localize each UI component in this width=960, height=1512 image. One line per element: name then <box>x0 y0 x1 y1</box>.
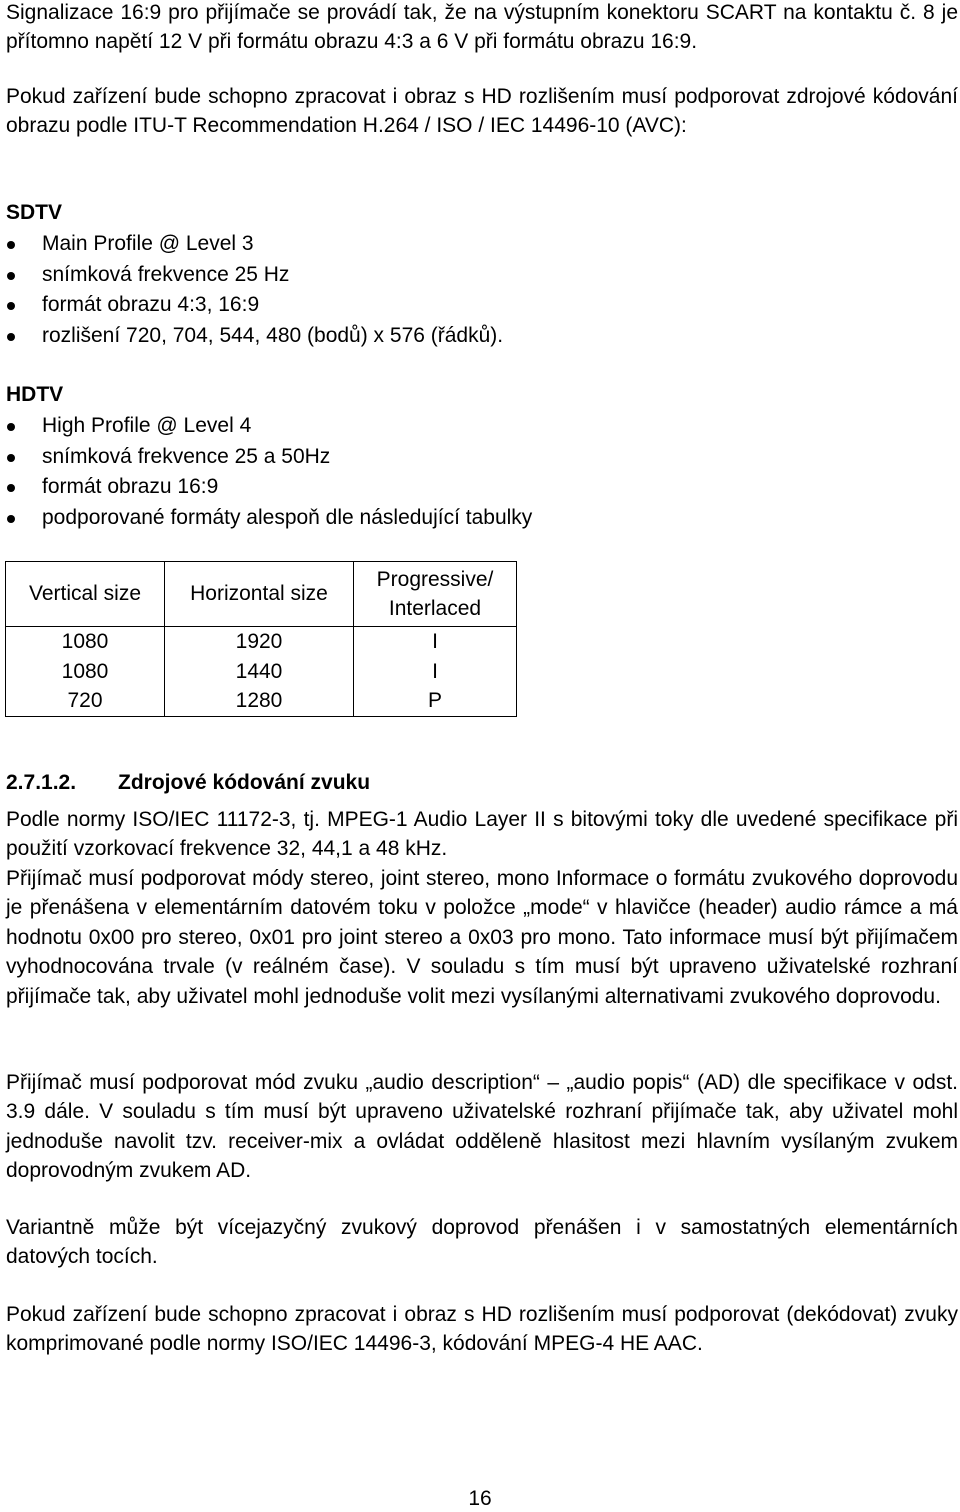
hdtv-heading: HDTV <box>6 383 64 406</box>
paragraph-he-aac: Pokud zařízení bude schopno zpracovat i obraz s HD rozlišením musí podporovat (dekódovat) zvuky komprimované podle normy ISO/IEC 14496-3, kódování MPEG-4 HE AAC. <box>6 1303 958 1356</box>
list-item: High Profile @ Level 4 <box>0 411 532 442</box>
table-row <box>6 686 517 716</box>
section-number: 2.7.1.2. <box>6 771 77 794</box>
section-heading <box>6 768 370 798</box>
section-title: Zdrojové kódování zvuku <box>118 771 371 794</box>
header-progressive-interlaced: Progressive/ Interlaced <box>354 562 517 627</box>
page-number: 16 <box>468 1487 492 1510</box>
list-item: rozlišení 720, 704, 544, 480 (bodů) x 576 (řádků). <box>0 321 503 352</box>
bullet-icon <box>7 241 15 249</box>
list-item: formát obrazu 16:9 <box>0 472 532 503</box>
table-header-row <box>6 562 517 627</box>
cell-horizontal: 1280 <box>165 686 354 716</box>
cell-vertical: 720 <box>6 686 165 716</box>
header-vertical-size: Vertical size <box>6 562 165 627</box>
list-item: snímková frekvence 25 a 50Hz <box>0 442 532 473</box>
bullet-icon <box>7 454 15 462</box>
bullet-icon <box>7 423 15 431</box>
header-horizontal-size: Horizontal size <box>165 562 354 627</box>
bullet-icon <box>7 302 15 310</box>
cell-scan: P <box>354 686 517 716</box>
paragraph-audio-modes: Přijímač musí podporovat módy stereo, joint stereo, mono Informace o formátu zvukového doprovodu je přenášena v elementárním datovém toku v položce „mode“ v hlavičce (header) audio rámce a má hodnotu 0x00 pro stereo, 0x01 pro joint stereo a 0x03 pro mono. Tato informace musí být přijímačem vyhodnocována trvale (v reálném čase). V souladu s tím musí být upraveno uživatelské rozhraní přijímače tak, aby uživatel mohl jednoduše volit mezi vysílanými alternativami zvukového doprovodu. <box>6 867 958 1008</box>
list-item: snímková frekvence 25 Hz <box>0 260 503 291</box>
cell-horizontal: 1440 <box>165 657 354 687</box>
bullet-icon <box>7 484 15 492</box>
cell-scan: I <box>354 657 517 687</box>
bullet-icon <box>7 333 15 341</box>
bullet-icon <box>7 515 15 523</box>
intro-paragraph-hd-video: Pokud zařízení bude schopno zpracovat i obraz s HD rozlišením musí podporovat zdrojové kódování obrazu podle ITU-T Recommendation H.264 / ISO / IEC 14496-10 (AVC): <box>6 85 958 138</box>
bullet-icon <box>7 272 15 280</box>
paragraph-multilanguage: Variantně může být vícejazyčný zvukový doprovod přenášen i v samostatných elementárních datových tocích. <box>6 1216 958 1269</box>
intro-paragraph-scart: Signalizace 16:9 pro přijímače se provádí tak, že na výstupním konektoru SCART na kontaktu č. 8 je přítomno napětí 12 V při formátu obrazu 4:3 a 6 V při formátu obrazu 16:9. <box>6 1 958 54</box>
cell-scan: I <box>354 627 517 657</box>
list-item: Main Profile @ Level 3 <box>0 229 503 260</box>
sdtv-heading: SDTV <box>6 201 63 224</box>
cell-vertical: 1080 <box>6 627 165 657</box>
list-item: podporované formáty alespoň dle následující tabulky <box>0 503 532 534</box>
hdtv-list <box>0 411 532 533</box>
table-row <box>6 627 517 657</box>
cell-vertical: 1080 <box>6 657 165 687</box>
hd-formats-table <box>5 561 517 717</box>
paragraph-mpeg1-audio: Podle normy ISO/IEC 11172-3, tj. MPEG-1 Audio Layer II s bitovými toky dle uvedené specifikace při použití vzorkovací frekvence 32, 44,1 a 48 kHz. <box>6 808 958 861</box>
paragraph-audio-description: Přijímač musí podporovat mód zvuku „audio description“ – „audio popis“ (AD) dle specifikace v odst. 3.9 dále. V souladu s tím musí být upraveno uživatelské rozhraní přijímače tak, aby uživatel mohl jednoduše navolit tzv. receiver-mix a ovládat odděleně hlasitost mezi hlavním vysílaným zvukem doprovodným zvukem AD. <box>6 1071 958 1183</box>
table-row <box>6 657 517 687</box>
sdtv-list <box>0 229 503 351</box>
cell-horizontal: 1920 <box>165 627 354 657</box>
list-item: formát obrazu 4:3, 16:9 <box>0 290 503 321</box>
